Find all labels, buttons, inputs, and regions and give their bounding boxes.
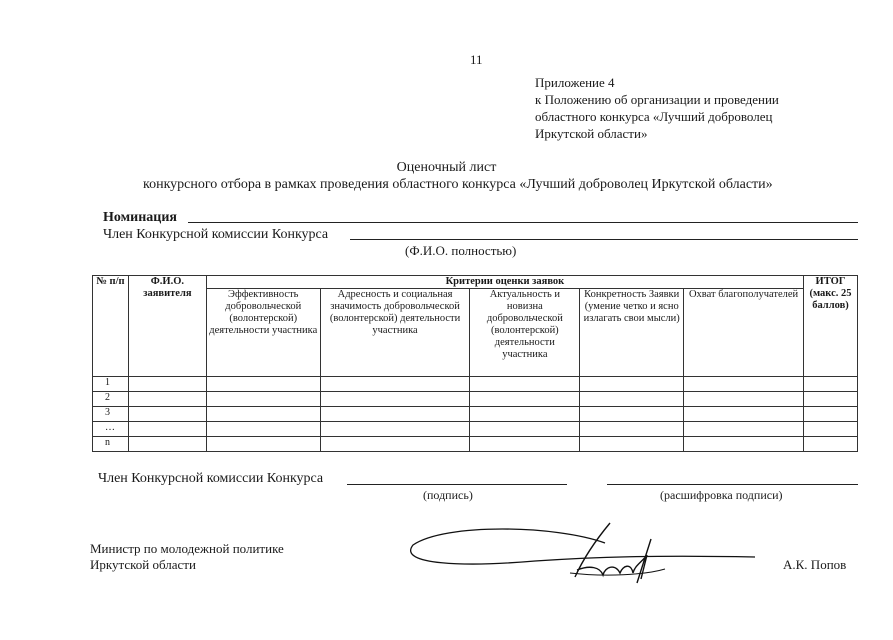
table-cell[interactable] [803, 392, 857, 407]
commission-member-label: Член Конкурсной комиссии Конкурса [103, 227, 329, 242]
appendix-line: к Положению об организации и проведении [535, 92, 779, 107]
criterion-header: Конкретность Заявки (умение четко и ясно излагать свои мысли) [580, 289, 684, 377]
table-row [93, 392, 858, 407]
table-row [93, 407, 858, 422]
table-cell[interactable] [206, 422, 320, 437]
table-cell[interactable] [684, 437, 804, 452]
table-cell[interactable] [320, 422, 470, 437]
col-header-fio: Ф.И.О. заявителя [128, 276, 206, 377]
signature-line[interactable] [347, 484, 567, 485]
evaluation-table [92, 275, 858, 452]
table-cell[interactable] [470, 422, 580, 437]
sign-member-label: Член Конкурсной комиссии Конкурса [98, 471, 324, 486]
sign-member-row [98, 471, 323, 487]
document-title: Оценочный лист [396, 160, 497, 175]
nomination-label: Номинация [103, 210, 177, 225]
row-index: 2 [93, 392, 129, 407]
page-number: 11 [470, 52, 483, 67]
table-cell[interactable] [803, 407, 857, 422]
table-cell[interactable] [470, 407, 580, 422]
table-cell[interactable] [128, 422, 206, 437]
table-cell[interactable] [320, 437, 470, 452]
table-row [93, 437, 858, 452]
table-cell[interactable] [320, 407, 470, 422]
row-index: n [93, 437, 129, 452]
table-cell[interactable] [206, 377, 320, 392]
minister-line: Иркутской области [90, 557, 196, 572]
table-cell[interactable] [580, 392, 684, 407]
row-index: 3 [93, 407, 129, 422]
appendix-line: областного конкурса «Лучший доброволец [535, 109, 773, 124]
table-cell[interactable] [128, 437, 206, 452]
handwritten-signature [405, 515, 765, 595]
table-cell[interactable] [684, 392, 804, 407]
criterion-header: Актуальность и новизна добровольческой (волонтерской) деятельности участника [470, 289, 580, 377]
minister-line: Министр по молодежной политике [90, 541, 284, 556]
table-cell[interactable] [128, 377, 206, 392]
appendix-line: Иркутской области» [535, 126, 648, 141]
fio-hint: (Ф.И.О. полностью) [405, 243, 517, 258]
nomination-row [103, 210, 177, 226]
criterion-header: Охват благополучателей [684, 289, 804, 377]
criterion-header: Адресность и социальная значимость добровольческой (волонтерской) деятельности участника [320, 289, 470, 377]
row-index: 1 [93, 377, 129, 392]
table-cell[interactable] [320, 392, 470, 407]
commission-member-line[interactable] [350, 239, 858, 240]
table-cell[interactable] [128, 392, 206, 407]
nomination-line[interactable] [188, 222, 858, 223]
table-row [93, 422, 858, 437]
table-cell[interactable] [684, 407, 804, 422]
minister-title [90, 541, 284, 573]
table-cell[interactable] [206, 392, 320, 407]
document-subtitle: конкурсного отбора в рамках проведения областного конкурса «Лучший доброволец Иркутской области» [143, 177, 773, 192]
criterion-header: Эффективность добровольческой (волонтерской) деятельности участника [206, 289, 320, 377]
table-row [93, 377, 858, 392]
commission-member-row [103, 227, 328, 243]
table-cell[interactable] [803, 377, 857, 392]
row-index: … [93, 422, 129, 437]
signature-hint: (подпись) [423, 488, 473, 502]
table-cell[interactable] [580, 422, 684, 437]
table-cell[interactable] [684, 377, 804, 392]
appendix-note [535, 74, 779, 142]
table-cell[interactable] [803, 422, 857, 437]
col-header-total: ИТОГ (макс. 25 баллов) [803, 276, 857, 377]
table-cell[interactable] [684, 422, 804, 437]
table-cell[interactable] [580, 437, 684, 452]
table-cell[interactable] [470, 437, 580, 452]
table-cell[interactable] [128, 407, 206, 422]
appendix-line: Приложение 4 [535, 75, 615, 90]
table-cell[interactable] [206, 437, 320, 452]
decode-hint: (расшифровка подписи) [660, 488, 783, 502]
minister-name: А.К. Попов [783, 557, 847, 572]
table-cell[interactable] [580, 377, 684, 392]
table-cell[interactable] [580, 407, 684, 422]
table-cell[interactable] [206, 407, 320, 422]
decode-line[interactable] [607, 484, 858, 485]
table-cell[interactable] [470, 377, 580, 392]
criteria-header: Критерии оценки заявок [206, 276, 803, 289]
table-cell[interactable] [470, 392, 580, 407]
table-cell[interactable] [803, 437, 857, 452]
table-cell[interactable] [320, 377, 470, 392]
col-header-number: № п/п [93, 276, 129, 377]
